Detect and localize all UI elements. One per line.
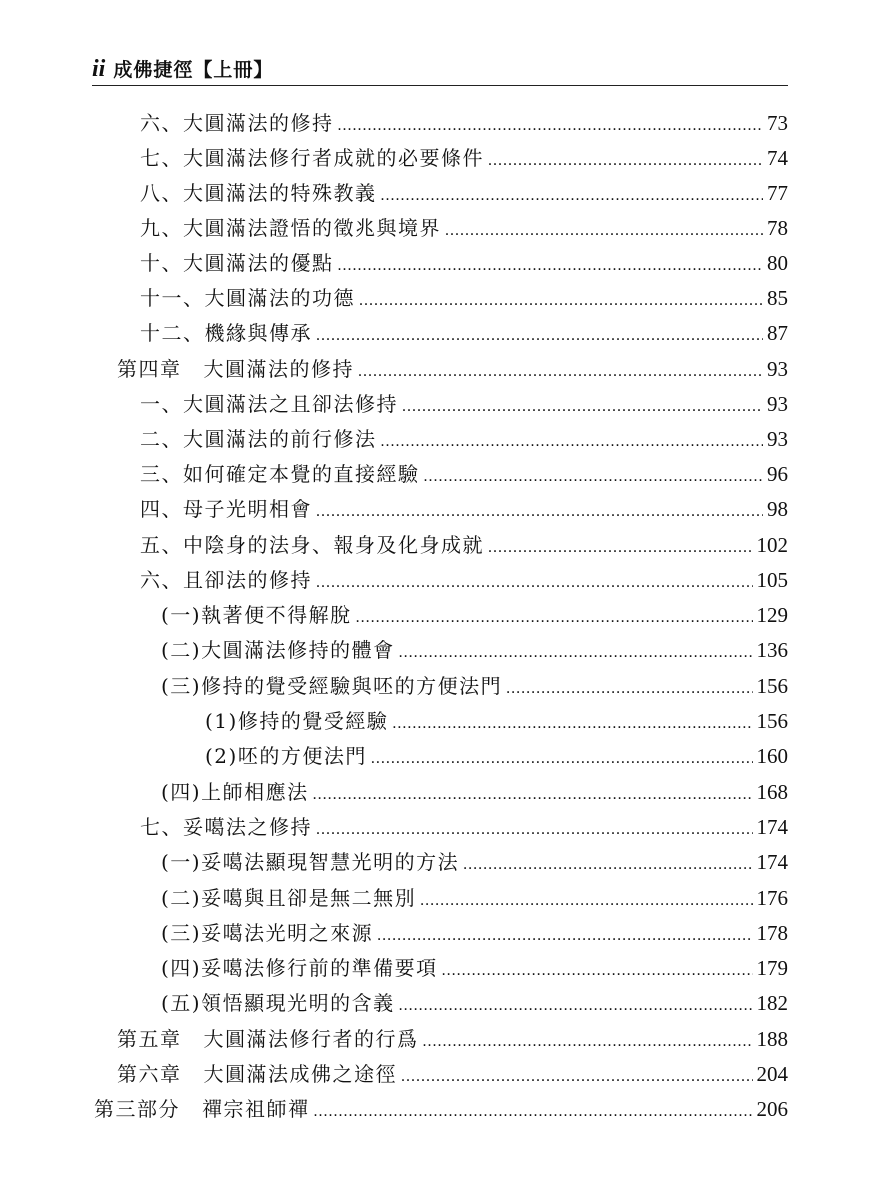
toc-leader-dots [445,216,763,246]
toc-chapter-entry[interactable] [117,354,788,384]
toc-entry-page: 93 [767,357,788,381]
toc-chapter-entry[interactable] [117,1024,788,1054]
toc-entry-label: 七、大圓滿法修行者成就的必要條件 [140,146,484,170]
toc-entry-page: 178 [756,921,788,945]
toc-leader-dots [488,533,753,563]
toc-leader-dots [316,321,763,351]
toc-entry-page: 188 [756,1027,788,1051]
toc-entry-page: 93 [767,392,788,416]
toc-leader-dots [377,921,752,951]
part-number: 第三部分 [94,1097,180,1121]
toc-entry-page: 204 [756,1062,788,1086]
toc-entry[interactable] [205,741,788,771]
toc-entry[interactable] [140,530,788,560]
running-header [92,52,788,86]
toc-leader-dots [316,815,753,845]
toc-entry-label [117,354,354,384]
toc-entry-label: (一)執著便不得解脫 [161,603,352,627]
toc-leader-dots [423,1027,753,1057]
toc-leader-dots [381,427,764,457]
toc-entry[interactable] [161,918,788,948]
header-book-title: 成佛捷徑【上冊】 [113,59,274,81]
toc-leader-dots [399,638,753,668]
toc-entry-page: 206 [756,1097,788,1121]
toc-entry[interactable] [140,318,788,348]
toc-entry[interactable] [140,143,788,173]
toc-entry-label [117,1059,397,1089]
header-page-number: ii [92,56,106,82]
toc-entry-label: (2)呸的方便法門 [205,744,367,768]
toc-entry-page: 174 [756,850,788,874]
toc-entry[interactable] [205,706,788,736]
toc-entry[interactable] [161,635,788,665]
toc-entry-label: 十一、大圓滿法的功德 [140,286,355,310]
toc-part-entry[interactable] [94,1094,788,1124]
toc-entry-label [94,1094,310,1124]
toc-entry[interactable] [140,283,788,313]
toc-entry[interactable] [140,178,788,208]
toc-entry-label: (四)上師相應法 [161,780,309,804]
toc-leader-dots [506,674,752,704]
toc-entry-page: 182 [756,991,788,1015]
part-title: 禪宗祖師禪 [202,1097,310,1121]
chapter-number: 第四章 [117,357,182,381]
toc-entry[interactable] [161,883,788,913]
toc-entry-label: 九、大圓滿法證悟的徵兆與境界 [140,216,441,240]
toc-entry-label: (二)妥噶與且卻是無二無別 [161,886,417,910]
toc-entry[interactable] [161,847,788,877]
toc-leader-dots [316,497,763,527]
toc-leader-dots [392,709,752,739]
toc-entry[interactable] [140,565,788,595]
chapter-title: 大圓滿法修行者的行爲 [203,1027,419,1051]
toc-entry-page: 85 [767,286,788,310]
toc-entry-page: 78 [767,216,788,240]
toc-entry[interactable] [161,777,788,807]
toc-entry[interactable] [161,953,788,983]
chapter-title: 大圓滿法成佛之途徑 [203,1062,397,1086]
toc-entry[interactable] [161,600,788,630]
toc-entry[interactable] [140,389,788,419]
toc-leader-dots [463,850,752,880]
toc-leader-dots [371,744,753,774]
toc-entry-label: (1)修持的覺受經驗 [205,709,389,733]
toc-entry-page: 160 [756,744,788,768]
toc-leader-dots [316,568,753,598]
toc-entry[interactable] [140,494,788,524]
toc-entry-label: 七、妥噶法之修持 [140,815,312,839]
toc-leader-dots [401,1062,753,1092]
toc-leader-dots [488,146,763,176]
toc-leader-dots [338,251,764,281]
chapter-title: 大圓滿法的修持 [203,357,354,381]
toc-entry[interactable] [140,108,788,138]
toc-entry-page: 96 [767,462,788,486]
toc-chapter-entry[interactable] [117,1059,788,1089]
toc-entry-page: 98 [767,497,788,521]
toc-entry[interactable] [140,213,788,243]
toc-entry-page: 80 [767,251,788,275]
toc-entry[interactable] [140,248,788,278]
chapter-number: 第五章 [117,1027,182,1051]
toc-entry[interactable] [140,459,788,489]
toc-entry-page: 179 [756,956,788,980]
toc-leader-dots [402,392,763,422]
toc-entry[interactable] [161,988,788,1018]
toc-entry-page: 174 [756,815,788,839]
toc-entry-label: (五)領悟顯現光明的含義 [161,991,395,1015]
toc-entry-page: 74 [767,146,788,170]
toc-entry-label: (二)大圓滿法修持的體會 [161,638,395,662]
toc-leader-dots [338,111,764,141]
toc-entry-label: 八、大圓滿法的特殊教義 [140,181,377,205]
toc-entry-page: 77 [767,181,788,205]
toc-entry-label: 一、大圓滿法之且卻法修持 [140,392,398,416]
toc-entry-page: 176 [756,886,788,910]
toc-entry-label: 十、大圓滿法的優點 [140,251,334,275]
toc-leader-dots [359,286,763,316]
toc-entry-label: 十二、機緣與傳承 [140,321,312,345]
toc-entry-page: 136 [756,638,788,662]
toc-entry-page: 168 [756,780,788,804]
toc-entry-page: 93 [767,427,788,451]
toc-entry[interactable] [140,812,788,842]
chapter-number: 第六章 [117,1062,182,1086]
toc-leader-dots [381,181,764,211]
toc-leader-dots [424,462,764,492]
toc-leader-dots [314,1097,753,1127]
toc-entry[interactable] [140,424,788,454]
toc-entry-label [117,1024,419,1054]
toc-entry[interactable] [161,671,788,701]
toc-leader-dots [358,357,763,387]
toc-entry-label: 六、且卻法的修持 [140,568,312,592]
toc-leader-dots [442,956,753,986]
toc-leader-dots [399,991,753,1021]
toc-entry-label: 五、中陰身的法身、報身及化身成就 [140,533,484,557]
toc-entry-page: 156 [756,709,788,733]
toc-entry-page: 156 [756,674,788,698]
toc-entry-page: 105 [756,568,788,592]
toc-entry-label: 二、大圓滿法的前行修法 [140,427,377,451]
toc-entry-label: (一)妥噶法顯現智慧光明的方法 [161,850,460,874]
toc-entry-page: 73 [767,111,788,135]
toc-leader-dots [313,780,753,810]
toc-leader-dots [356,603,753,633]
toc-entry-label: (三)修持的覺受經驗與呸的方便法門 [161,674,503,698]
toc-entry-page: 87 [767,321,788,345]
toc-entry-page: 102 [756,533,788,557]
toc-entry-label: (三)妥噶法光明之來源 [161,921,374,945]
toc-entry-label: 四、母子光明相會 [140,497,312,521]
toc-entry-label: 六、大圓滿法的修持 [140,111,334,135]
toc-leader-dots [420,886,752,916]
toc-entry-label: 三、如何確定本覺的直接經驗 [140,462,420,486]
toc-entry-label: (四)妥噶法修行前的準備要項 [161,956,438,980]
toc-entry-page: 129 [756,603,788,627]
